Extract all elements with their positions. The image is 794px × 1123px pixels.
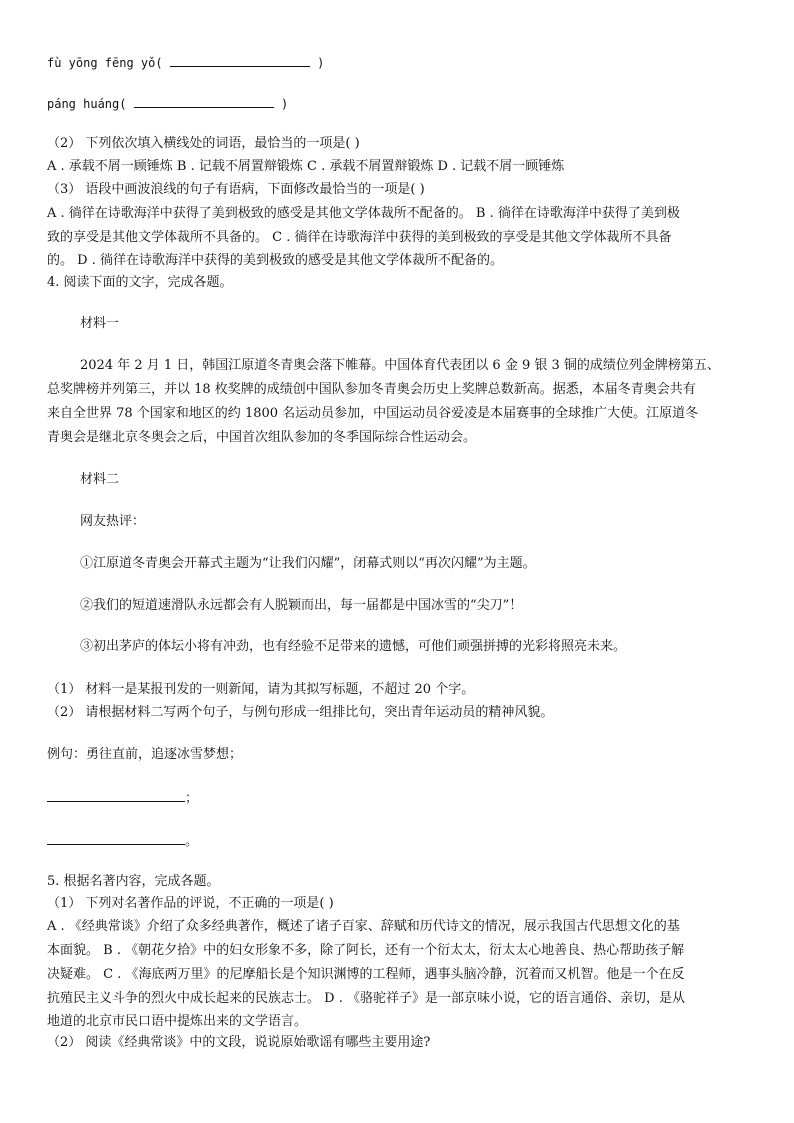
q4-sub-2: （2） 请根据材料二写两个句子，与例句形成一组排比句，突出青年运动员的精神风貌。 bbox=[47, 705, 554, 720]
pinyin-line-2 bbox=[47, 93, 288, 114]
pinyin-2-close: ) bbox=[280, 97, 289, 111]
pinyin-1-close: ) bbox=[317, 56, 325, 70]
q3-3-option-line: 致的享受是其他文学体裁所不具备的。 C . 徜徉在诗歌海洋中获得的美到极致的享受是其他文学体裁所不具备 bbox=[47, 230, 672, 245]
period: 。 bbox=[185, 834, 199, 849]
material-1-line: 2024 年 2 月 1 日，韩国江原道冬青奥会落下帷幕。中国体育代表团以 6 金 9 银 3 铜的成绩位列金牌榜第五、 bbox=[80, 358, 720, 373]
comment-1: ①江原道冬青奥会开幕式主题为“让我们闪耀”，闭幕式则以“再次闪耀”为主题。 bbox=[80, 556, 536, 571]
pinyin-line-1 bbox=[47, 52, 324, 73]
q5-option-line: 抗殖民主义斗争的烈火中成长起来的民族志士。 D . 《骆驼祥子》是一部京味小说，它的语言通俗、亲切，是从 bbox=[47, 991, 685, 1006]
q5-title: 5. 根据名著内容，完成各题。 bbox=[47, 874, 220, 889]
q5-option-line: 决疑难。 C . 《海底两万里》的尼摩船长是个知识渊博的工程师，遇事头脑冷静，沉着而又机智。他是一个在反 bbox=[47, 967, 685, 982]
comment-3: ③初出茅庐的体坛小将有冲劲，也有经验不足带来的遗憾，可他们顽强拼搏的光彩将照亮未来。 bbox=[80, 639, 627, 654]
material-1-label: 材料一 bbox=[80, 316, 120, 331]
comment-2: ②我们的短道速滑队永远都会有人脱颖而出，每一届都是中国冰雪的“尖刀”！ bbox=[80, 598, 523, 613]
material-1-line: 总奖牌榜并列第三，并以 18 枚奖牌的成绩创中国队参加冬青奥会历史上奖牌总数新高。据悉，本届冬青奥会共有 bbox=[47, 382, 696, 397]
pinyin-1-text: fù yōng fēng yǒ( bbox=[47, 56, 163, 70]
q3-3-option-line: A . 徜徉在诗歌海洋中获得了美到极致的感受是其他文学体裁所不配备的。 B . 徜徉在诗歌海洋中获得了美到极 bbox=[47, 206, 680, 221]
q5-option-line: A . 《经典常谈》介绍了众多经典著作，概述了诸子百家、辞赋和历代诗文的情况，展示我国古代思想文化的基 bbox=[47, 919, 680, 934]
answer-blank[interactable] bbox=[134, 93, 274, 108]
material-1-line: 来自全世界 78 个国家和地区的约 1800 名运动员参加，中国运动员谷爱凌是本届赛事的全球推广大使。江原道冬 bbox=[47, 406, 699, 421]
q5-option-line: 本面貌。 B . 《朝花夕拾》中的妇女形象不多，除了阿长，还有一个衍太太，衍太太心地善良、热心帮助孩子解 bbox=[47, 943, 685, 958]
q3-3-stem: （3） 语段中画波浪线的句子有语病，下面修改最恰当的一项是( ) bbox=[47, 182, 425, 197]
semicolon: ； bbox=[185, 791, 199, 806]
answer-line-2 bbox=[47, 830, 198, 852]
pinyin-2-text: páng huáng( bbox=[47, 97, 127, 111]
q5-sub-2: （2） 阅读《经典常谈》中的文段，说说原始歌谣有哪些主要用途? bbox=[47, 1035, 431, 1050]
q5-sub-1-stem: （1） 下列对名著作品的评说，不正确的一项是( ) bbox=[47, 896, 334, 911]
material-1-line: 青奥会是继北京冬奥会之后，中国首次组队参加的冬季国际综合性运动会。 bbox=[47, 430, 477, 445]
answer-line-1 bbox=[47, 787, 198, 809]
material-2-label: 材料二 bbox=[80, 472, 120, 487]
q4-sub-1: （1） 材料一是某报刊发的一则新闻，请为其拟写标题，不超过 20 个字。 bbox=[47, 682, 475, 697]
q3-2-stem: （2） 下列依次填入横线处的词语，最恰当的一项是( ) bbox=[47, 136, 360, 151]
q4-title: 4. 阅读下面的文字，完成各题。 bbox=[47, 275, 233, 290]
comment-label: 网友热评： bbox=[80, 514, 146, 529]
q3-3-option-line: 的。 D . 徜徉在诗歌海洋中获得的美到极致的感受是其他文学体裁所不配备的。 bbox=[47, 253, 503, 268]
answer-blank[interactable] bbox=[170, 52, 310, 67]
example-sentence: 例句：勇往直前，追逐冰雪梦想； bbox=[47, 747, 243, 762]
answer-blank[interactable] bbox=[47, 787, 185, 802]
answer-blank[interactable] bbox=[47, 830, 185, 845]
q5-option-line: 地道的北京市民口语中提炼出来的文学语言。 bbox=[47, 1014, 308, 1029]
q3-2-options: A . 承载不屑一顾锤炼 B . 记载不屑置辩锻炼 C . 承载不屑置辩锻炼 D . 记载不屑一顾锤炼 bbox=[47, 159, 565, 174]
